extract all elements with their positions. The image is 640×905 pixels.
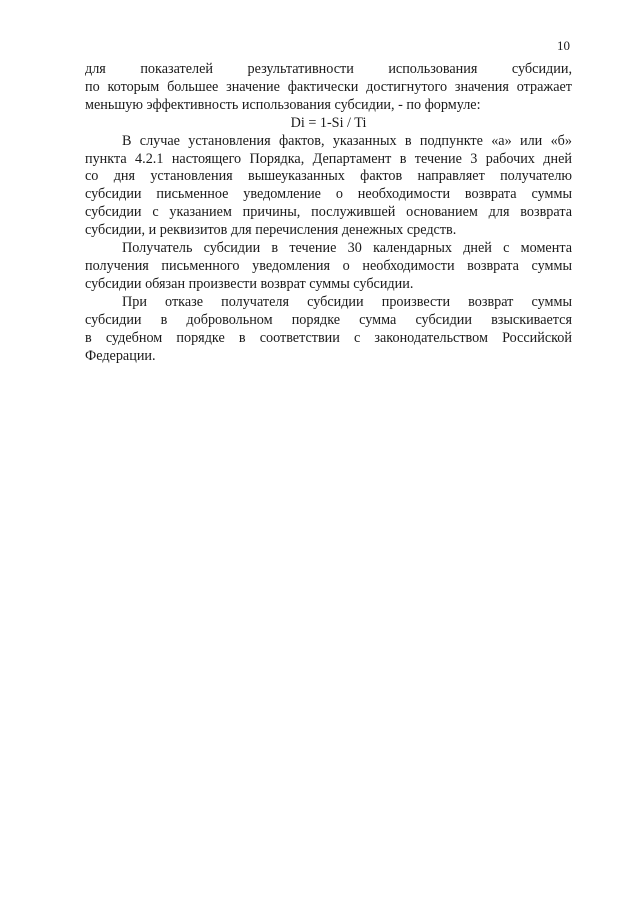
text-line: по которым большее значение фактически достигнутого значения отражает xyxy=(85,78,572,95)
text-line: получения письменного уведомления о необходимости возврата суммы xyxy=(85,257,572,274)
page-number: 10 xyxy=(557,38,570,53)
document-body xyxy=(85,61,572,365)
text-line: меньшую эффективность использования субсидии, - по формуле: xyxy=(85,96,481,113)
text-line: субсидии обязан произвести возврат суммы субсидии. xyxy=(85,275,414,292)
paragraph-refusal xyxy=(85,294,572,366)
text-line: субсидии, и реквизитов для перечисления денежных средств. xyxy=(85,222,457,239)
text-line: Федерации. xyxy=(85,347,156,364)
text-line: субсидии с указанием причины, послужившей основанием для возврата xyxy=(85,204,572,221)
formula: Di = 1-Si / Ti xyxy=(290,114,367,131)
text-line: со дня установления вышеуказанных фактов направляет получателю xyxy=(85,168,572,185)
text-line: При отказе получателя субсидии произвести возврат суммы xyxy=(122,293,572,310)
paragraph-refund-deadline xyxy=(85,240,572,294)
text-line: пункта 4.2.1 настоящего Порядка, Департамент в течение 3 рабочих дней xyxy=(85,150,572,167)
text-line: субсидии в добровольном порядке сумма субсидии взыскивается xyxy=(85,311,572,328)
text-line: Получатель субсидии в течение 30 календарных дней с момента xyxy=(122,240,572,257)
paragraph-notification xyxy=(85,133,572,240)
text-line: в судебном порядке в соответствии с законодательством Российской xyxy=(85,329,572,346)
text-line: субсидии письменное уведомление о необходимости возврата суммы xyxy=(85,186,572,203)
paragraph-intro xyxy=(85,61,572,115)
text-line: В случае установления фактов, указанных в подпункте «а» или «б» xyxy=(122,132,572,149)
text-line: для показателей результативности использования субсидии, xyxy=(85,61,572,77)
